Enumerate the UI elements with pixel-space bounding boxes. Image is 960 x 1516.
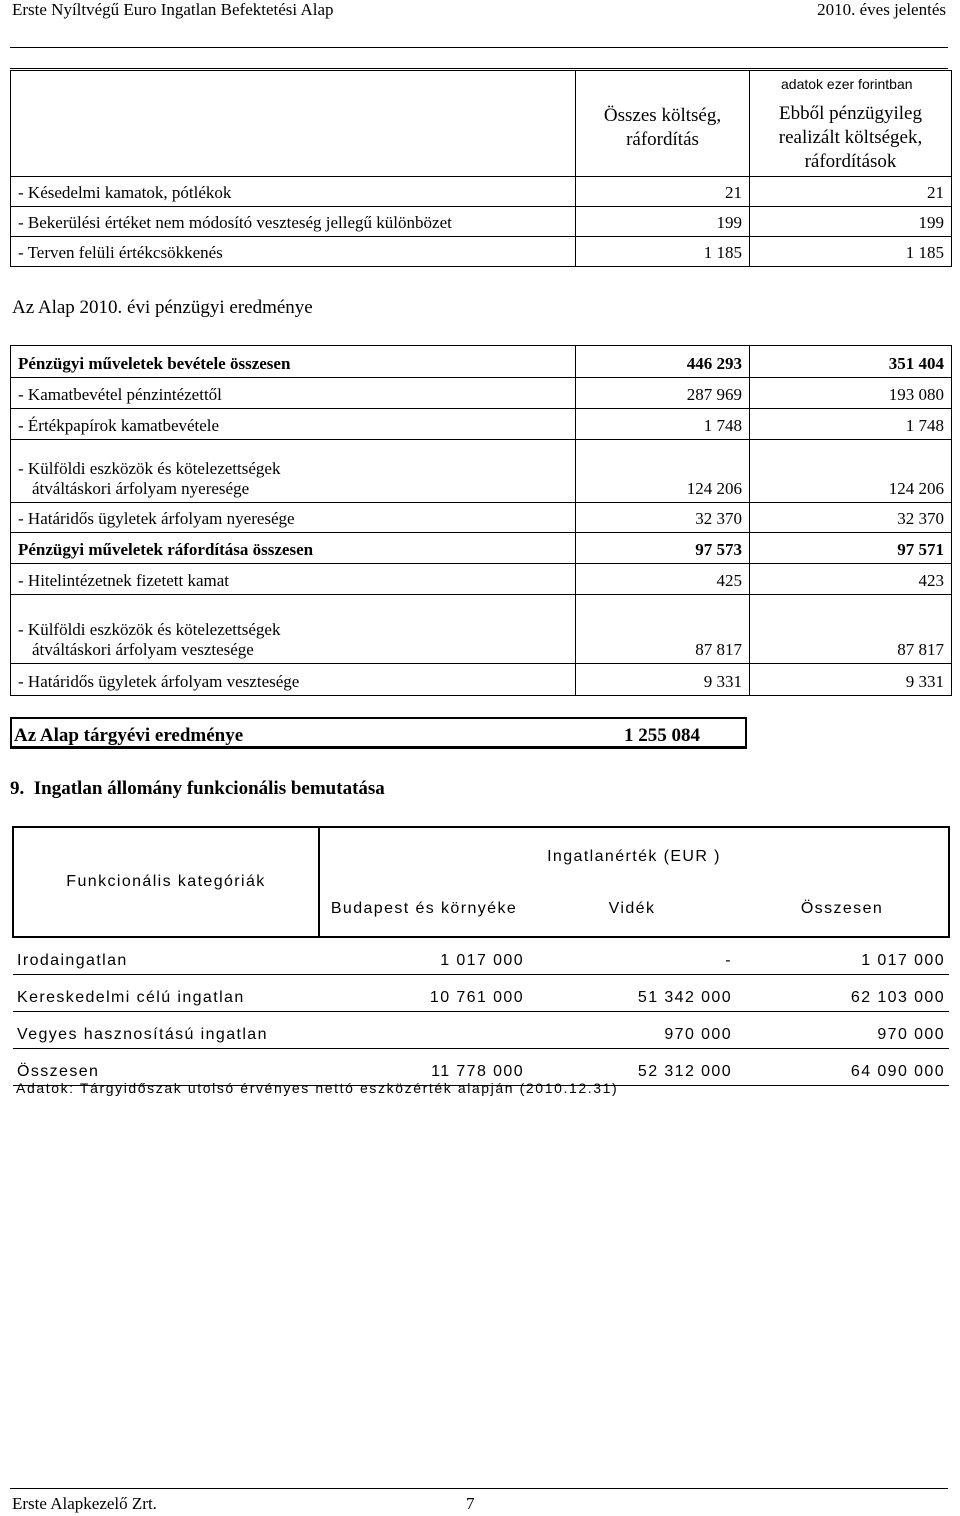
row-realized: 423 xyxy=(750,564,952,595)
table-row xyxy=(11,503,952,533)
row-label: Irodaingatlan xyxy=(13,937,319,975)
table-row xyxy=(11,346,952,378)
row-label: - Külföldi eszközök és kötelezettségek átváltáskori árfolyam nyeresége xyxy=(11,440,576,503)
table-row xyxy=(13,937,949,975)
table-row xyxy=(11,595,952,664)
footer-company: Erste Alapkezelő Zrt. xyxy=(12,1494,157,1513)
table-row xyxy=(11,440,952,503)
row-label: - Terven felüli értékcsökkenés xyxy=(11,237,576,267)
row-value: 10 761 000 xyxy=(319,975,528,1012)
row-realized: 1 748 xyxy=(750,409,952,440)
col-header-videk: Vidék xyxy=(528,881,736,937)
row-realized: 32 370 xyxy=(750,503,952,533)
footer-page-number: 7 xyxy=(466,1494,475,1513)
fund-result-value: 1 255 084 xyxy=(624,725,700,746)
row-total: 21 xyxy=(576,177,750,207)
property-header-row xyxy=(13,827,949,881)
row-label: - Határidős ügyletek árfolyam nyeresége xyxy=(11,503,576,533)
section-title: Az Alap 2010. évi pénzügyi eredménye xyxy=(12,297,313,318)
row-value: 51 342 000 xyxy=(528,975,736,1012)
row-value: 970 000 xyxy=(528,1012,736,1049)
table-row xyxy=(13,1012,949,1049)
table-row xyxy=(11,177,952,207)
unit-note: adatok ezer forintban xyxy=(781,76,913,92)
row-realized: 87 817 xyxy=(750,595,952,664)
fund-result-box xyxy=(10,717,747,749)
row-value: - xyxy=(528,937,736,975)
header-rule-2 xyxy=(10,68,948,69)
row-realized: 9 331 xyxy=(750,664,952,696)
row-label: Vegyes hasznosítású ingatlan xyxy=(13,1012,319,1049)
cost-table xyxy=(10,70,952,267)
col-header-total: Összesen xyxy=(736,881,949,937)
category-header: Funkcionális kategóriák xyxy=(13,827,319,937)
row-realized: 351 404 xyxy=(750,346,952,378)
row-label: - Értékpapírok kamatbevétele xyxy=(11,409,576,440)
cost-header-realized: Ebből pénzügyileg realizált költségek, ráfordítások xyxy=(750,71,952,177)
table-row xyxy=(11,533,952,564)
table-row xyxy=(11,409,952,440)
row-realized: 1 185 xyxy=(750,237,952,267)
row-label: - Hitelintézetnek fizetett kamat xyxy=(11,564,576,595)
row-total: 124 206 xyxy=(576,440,750,503)
header-fund-name: Erste Nyíltvégű Euro Ingatlan Befektetési Alap xyxy=(12,0,334,19)
row-label: Pénzügyi műveletek ráfordítása összesen xyxy=(11,533,576,564)
row-label: Kereskedelmi célú ingatlan xyxy=(13,975,319,1012)
table-row xyxy=(11,564,952,595)
row-total: 425 xyxy=(576,564,750,595)
row-value xyxy=(319,1012,528,1049)
table-row xyxy=(11,664,952,696)
row-realized: 124 206 xyxy=(750,440,952,503)
row-label: Összesen xyxy=(13,1049,319,1086)
row-label: - Kamatbevétel pénzintézettől xyxy=(11,378,576,409)
row-value: 1 017 000 xyxy=(319,937,528,975)
cost-header-blank xyxy=(11,71,576,177)
row-value: 52 312 000 xyxy=(528,1049,736,1086)
row-realized: 199 xyxy=(750,207,952,237)
table-row xyxy=(11,378,952,409)
row-total: 9 331 xyxy=(576,664,750,696)
table-row xyxy=(11,237,952,267)
row-value: 970 000 xyxy=(736,1012,949,1049)
cost-table-header-row xyxy=(11,71,952,177)
row-total: 1 748 xyxy=(576,409,750,440)
fund-result-label: Az Alap tárgyévi eredménye xyxy=(14,725,244,746)
row-total: 446 293 xyxy=(576,346,750,378)
table-row xyxy=(11,207,952,237)
header-rule-1 xyxy=(10,47,948,48)
row-label: Pénzügyi műveletek bevétele összesen xyxy=(11,346,576,378)
row-total: 287 969 xyxy=(576,378,750,409)
footer-rule xyxy=(10,1488,948,1489)
row-total: 32 370 xyxy=(576,503,750,533)
row-label: - Bekerülési értéket nem módosító veszteség jellegű különbözet xyxy=(11,207,576,237)
col-header-budapest: Budapest és környéke xyxy=(319,881,528,937)
row-realized: 21 xyxy=(750,177,952,207)
row-total: 97 573 xyxy=(576,533,750,564)
table-row xyxy=(13,975,949,1012)
property-table xyxy=(12,826,950,1086)
row-value: 62 103 000 xyxy=(736,975,949,1012)
financial-result-table xyxy=(10,345,952,696)
header-report-title: 2010. éves jelentés xyxy=(817,0,946,19)
row-label: - Külföldi eszközök és kötelezettségek átváltáskori árfolyam vesztesége xyxy=(11,595,576,664)
row-label: - Határidős ügyletek árfolyam vesztesége xyxy=(11,664,576,696)
cost-header-total: Összes költség, ráfordítás xyxy=(576,71,750,177)
row-value: 1 017 000 xyxy=(736,937,949,975)
row-realized: 193 080 xyxy=(750,378,952,409)
section9-title: 9. Ingatlan állomány funkcionális bemutatása xyxy=(10,778,385,799)
row-total: 1 185 xyxy=(576,237,750,267)
row-value: 11 778 000 xyxy=(319,1049,528,1086)
row-total: 199 xyxy=(576,207,750,237)
row-value: 64 090 000 xyxy=(736,1049,949,1086)
row-label: - Késedelmi kamatok, pótlékok xyxy=(11,177,576,207)
row-realized: 97 571 xyxy=(750,533,952,564)
row-total: 87 817 xyxy=(576,595,750,664)
property-footnote: Adatok: Tárgyidőszak utolsó érvényes nettó eszközérték alapján (2010.12.31) xyxy=(16,1080,619,1096)
value-group-header: Ingatlanérték (EUR ) xyxy=(319,827,949,881)
